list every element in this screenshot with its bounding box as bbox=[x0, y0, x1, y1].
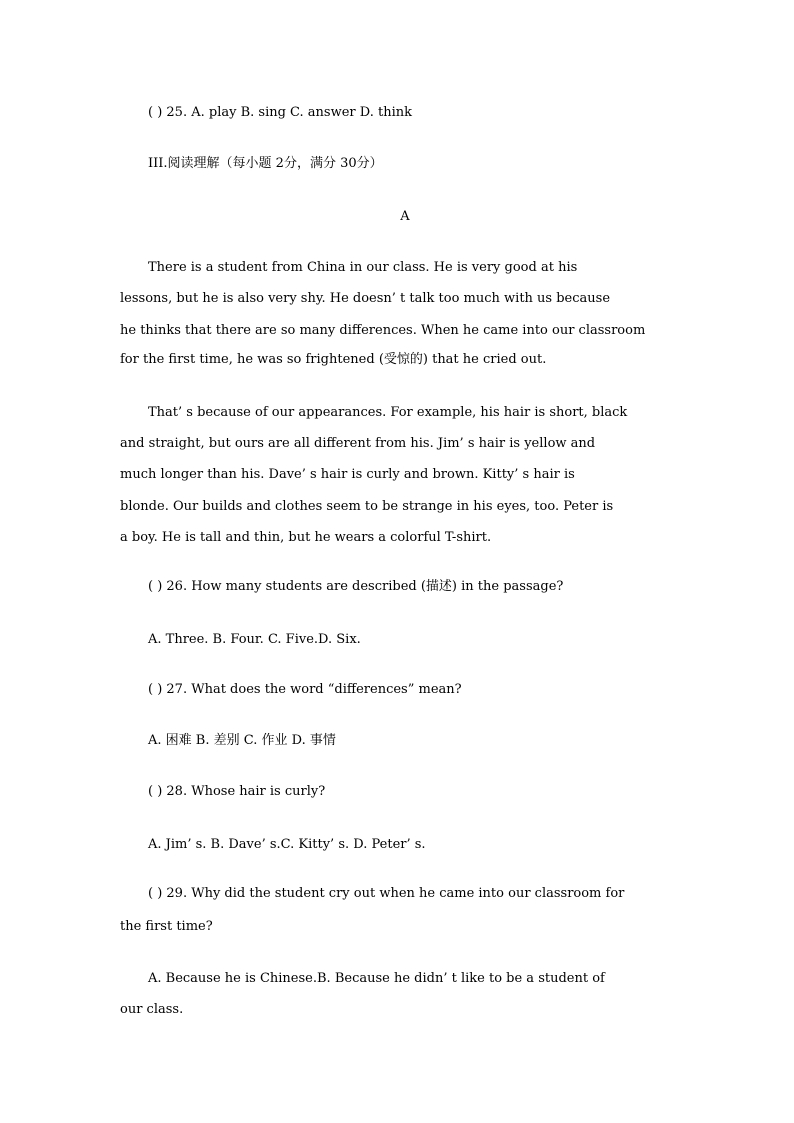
question-26-options: A. Three. B. Four. C. Five.D. Six. bbox=[148, 632, 361, 647]
question-27: ( ) 27. What does the word “differences” mean? bbox=[148, 682, 462, 697]
question-26: ( ) 26. How many students are described (描述) in the passage? bbox=[148, 579, 564, 594]
question-25: ( ) 25. A. play B. sing C. answer D. think bbox=[148, 105, 412, 120]
para2-line: blonde. Our builds and clothes seem to be strange in his eyes, too. Peter is bbox=[120, 499, 614, 514]
para1-line: lessons, but he is also very shy. He doesn’ t talk too much with us because bbox=[120, 291, 611, 306]
question-27-options: A. 困难 B. 差别 C. 作业 D. 事情 bbox=[148, 733, 336, 748]
para2-line: and straight, but ours are all different from his. Jim’ s hair is yellow and bbox=[120, 436, 596, 451]
question-29-options-continued: our class. bbox=[120, 1002, 184, 1017]
question-29: ( ) 29. Why did the student cry out when he came into our classroom for bbox=[148, 886, 625, 901]
para2-line: much longer than his. Dave’ s hair is curly and brown. Kitty’ s hair is bbox=[120, 467, 575, 482]
passage-label: A bbox=[400, 209, 410, 224]
para2-line: That’ s because of our appearances. For example, his hair is short, black bbox=[148, 405, 628, 420]
question-28-options: A. Jim’ s. B. Dave’ s.C. Kitty’ s. D. Peter’ s. bbox=[148, 837, 426, 852]
question-29-options: A. Because he is Chinese.B. Because he didn’ t like to be a student of bbox=[148, 971, 605, 986]
section-heading: III.阅读理解（每小题 2分，满分 30分） bbox=[148, 156, 383, 171]
question-29-continued: the first time? bbox=[120, 919, 213, 934]
para1-line: he thinks that there are so many differences. When he came into our classroom bbox=[120, 323, 646, 338]
para2-line: a boy. He is tall and thin, but he wears a colorful T-shirt. bbox=[120, 530, 492, 545]
para1-line: for the first time, he was so frightened (受惊的) that he cried out. bbox=[120, 352, 547, 367]
question-28: ( ) 28. Whose hair is curly? bbox=[148, 784, 326, 799]
para1-line: There is a student from China in our class. He is very good at his bbox=[148, 260, 578, 275]
